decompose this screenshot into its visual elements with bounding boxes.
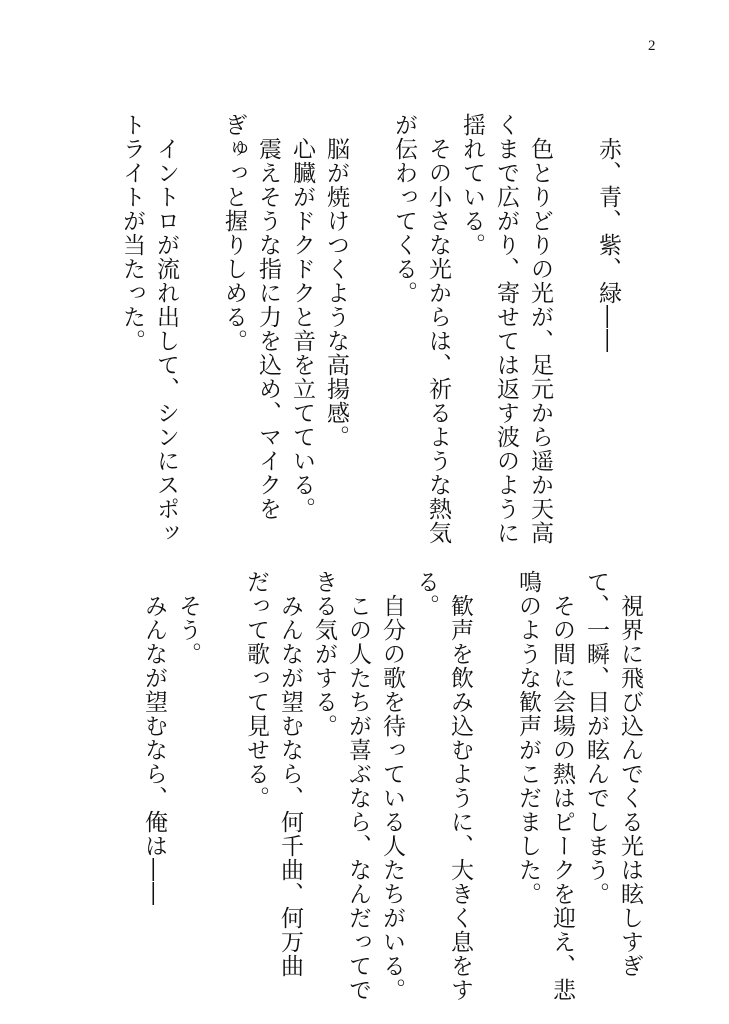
text-line: イントロが流れ出して、シンにスポッ: [153, 113, 179, 545]
text-line: 震えそうな指に力を込め、マイクを: [255, 113, 281, 521]
blank-line: [183, 113, 217, 513]
text-line: 自分の歌を待っている人たちがいる。: [379, 570, 405, 1002]
text-line: が伝わってくる。: [391, 113, 417, 305]
blank-line: [205, 570, 239, 970]
blank-line: [477, 570, 511, 970]
top-text-block: [115, 113, 625, 545]
text-line: る。: [413, 570, 439, 618]
text-line: ぎゅっと握りしめる。: [221, 113, 247, 353]
bottom-text-block: [137, 570, 647, 1002]
page-number: 2: [648, 38, 656, 54]
text-line: くまで広がり、寄せては返す波のように: [493, 113, 519, 545]
text-line: その小さな光からは、祈るような熱気: [425, 113, 451, 545]
text-line: 鳴のような歓声がこだました。: [515, 570, 541, 906]
text-line: て、一瞬、目が眩んでしまう。: [583, 570, 609, 906]
blank-line: [557, 113, 591, 513]
text-line: みんなが望むなら、何千曲、何万曲: [277, 570, 303, 978]
text-line: 赤、青、紫、緑――: [595, 113, 621, 353]
text-line: 色とりどりの光が、足元から遥か天高: [527, 113, 553, 545]
text-line: 脳が焼けつくような高揚感。: [323, 113, 349, 449]
text-line: 歓声を飲み込むように、大きく息をす: [447, 570, 473, 1002]
text-line: きる気がする。: [311, 570, 337, 738]
text-line: その間に会場の熱はピークを迎え、悲: [549, 570, 575, 1002]
text-line: みんなが望むなら、俺は――: [141, 570, 167, 906]
text-line: 揺れている。: [459, 113, 485, 257]
text-line: この人たちが喜ぶなら、なんだってで: [345, 570, 371, 1002]
blank-line: [353, 113, 387, 513]
text-line: だって歌って見せる。: [243, 570, 269, 810]
text-line: トライトが当たった。: [119, 113, 145, 353]
text-line: そう。: [175, 570, 201, 666]
text-line: 心臓がドクドクと音を立てている。: [289, 113, 315, 521]
text-line: 視界に飛び込んでくる光は眩しすぎ: [617, 570, 643, 978]
